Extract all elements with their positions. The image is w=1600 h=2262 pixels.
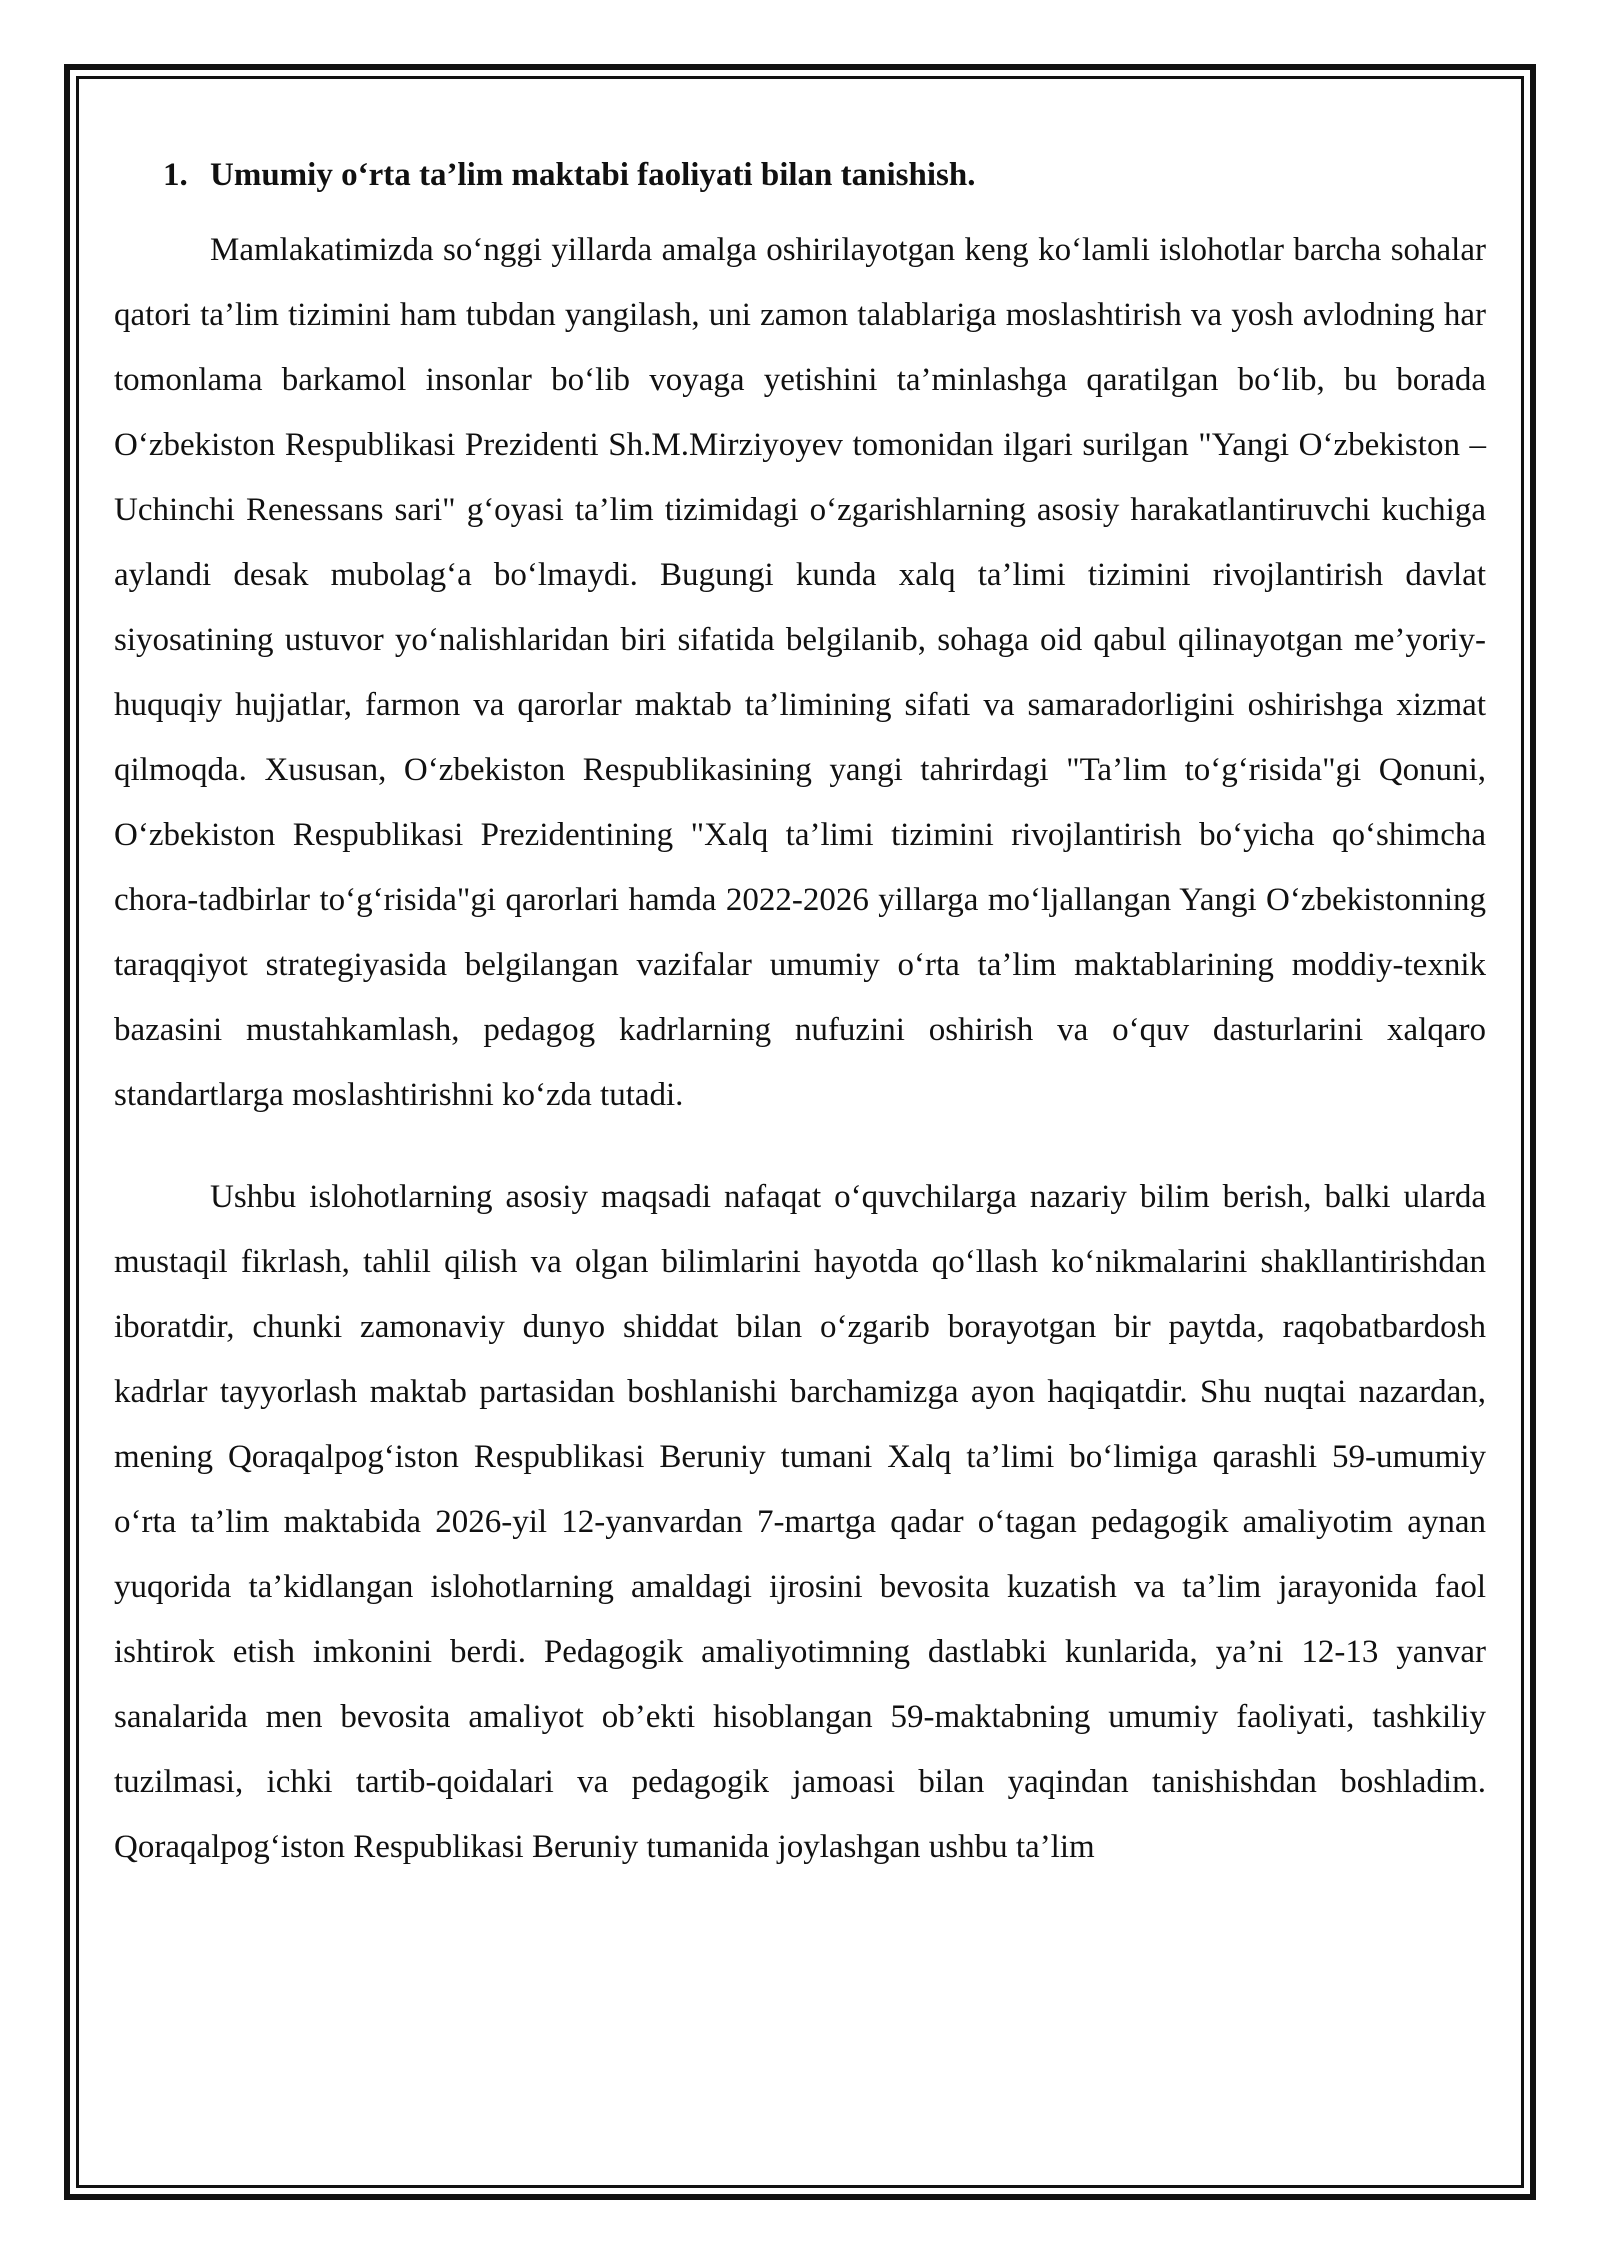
paragraph-2: Ushbu islohotlarning asosiy maqsadi nafaqat o‘quvchilarga nazariy bilim berish, balki ularda mustaqil fikrlash, tahlil qilish va olgan bilimlarini hayotda qo‘llash ko‘nikmalarini shakllantirishdan iboratdir, chunki zamonaviy dunyo shiddat bilan o‘zgarib borayotgan bir paytda, raqobatbardosh kadrlar tayyorlash maktab partasidan boshlanishi barchamizga ayon haqiqatdir. Shu nuqtai nazardan, mening Qoraqalpog‘iston Respublikasi Beruniy tumani Xalq ta’limi bo‘limiga qarashli 59-umumiy o‘rta ta’lim maktabida 2026-yil 12-yanvardan 7-martga qadar o‘tagan pedagogik amaliyotim aynan yuqorida ta’kidlangan islohotlarning amaldagi ijrosini bevosita kuzatish va ta’lim jarayonida faol ishtirok etish imkonini berdi. Pedagogik amaliyotimning dastlabki kunlarida, ya’ni 12-13 yanvar sanalarida men bevosita amaliyot ob’ekti hisoblangan 59-maktabning umumiy faoliyati, tashkiliy tuzilmasi, ichki tartib-qoidalari va pedagogik jamoasi bilan yaqindan tanishishdan boshladim. Qoraqalpog‘iston Respublikasi Beruniy tumanida joylashgan ushbu ta’lim: [114, 1179, 1486, 1865]
section-number: 1.: [163, 157, 188, 193]
paragraph-1: Mamlakatimizda so‘nggi yillarda amalga oshirilayotgan keng ko‘lamli islohotlar barcha sohalar qatori ta’lim tizimini ham tubdan yangilash, uni zamon talablariga moslashtirish va yosh avlodning har tomonlama barkamol insonlar bo‘lib voyaga yetishini ta’minlashga qaratilgan bo‘lib, bu borada O‘zbekiston Respublikasi Prezidenti Sh.M.Mirziyoyev tomonidan ilgari surilgan "Yangi O‘zbekiston – Uchinchi Renessans sari" g‘oyasi ta’lim tizimidagi o‘zgarishlarning asosiy harakatlantiruvchi kuchiga aylandi desak mubolag‘a bo‘lmaydi. Bugungi kunda xalq ta’limi tizimini rivojlantirish davlat siyosatining ustuvor yo‘nalishlaridan biri sifatida belgilanib, sohaga oid qabul qilinayotgan me’yoriy-huquqiy hujjatlar, farmon va qarorlar maktab ta’limining sifati va samaradorligini oshirishga xizmat qilmoqda. Xususan, O‘zbekiston Respublikasining yangi tahrirdagi "Ta’lim to‘g‘risida"gi Qonuni, O‘zbekiston Respublikasi Prezidentining "Xalq ta’limi tizimini rivojlantirish bo‘yicha qo‘shimcha chora-tadbirlar to‘g‘risida"gi qarorlari hamda 2022-2026 yillarga mo‘ljallangan Yangi O‘zbekistonning taraqqiyot strategiyasida belgilangan vazifalar umumiy o‘rta ta’lim maktablarining moddiy-texnik bazasini mustahkamlash, pedagog kadrlarning nufuzini oshirish va o‘quv dasturlarini xalqaro standartlarga moslashtirishni ko‘zda tutadi.: [114, 232, 1486, 1113]
section-heading: [163, 150, 1486, 200]
document-body: [114, 150, 1486, 1880]
section-title: Umumiy o‘rta ta’lim maktabi faoliyati bilan tanishish.: [210, 157, 976, 193]
